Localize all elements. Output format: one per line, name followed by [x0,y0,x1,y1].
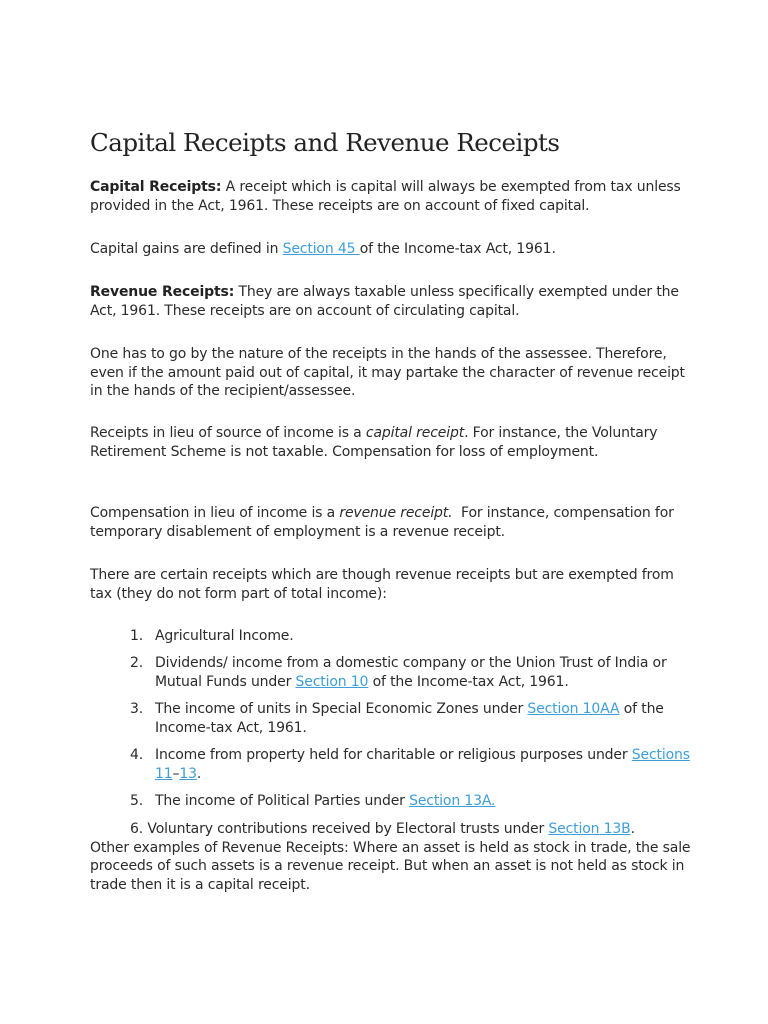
capital-receipts-label: Capital Receipts: [90,179,222,195]
list-item-text-end: of the Income-tax Act, 1961. [155,701,664,736]
revenue-receipts-paragraph [90,283,690,320]
capital-receipt-emphasis: capital receipt [365,425,465,441]
list-number: 4. [130,747,144,763]
capital-receipts-text: A receipt which is capital will always be exempted from tax unless provided in the Act, 1961. These receipts are on account of fixed capital. [90,179,681,214]
capital-receipt-example-text-end: . For instance, the Voluntary Retirement Scheme is not taxable. Compensation for loss of employment. [90,425,658,460]
section-10aa-link[interactable]: Section 10AA [527,701,620,717]
list-item-text: Agricultural Income. [155,628,294,644]
list-item [130,700,695,737]
revenue-receipts-label: Revenue Receipts: [90,284,235,300]
list-item-text-end: . [196,765,202,782]
list-item [130,746,695,783]
list-item-text-end: of the Income-tax Act, 1961. [368,673,569,690]
list-number: 2. [130,655,144,671]
revenue-receipt-emphasis: revenue receipt. [339,505,453,521]
revenue-receipts-text: They are always taxable unless specifically exempted under the Act, 1961. These receipts are on account of circulating capital. [90,284,679,319]
revenue-receipt-example-text: Compensation in lieu of income is a [90,505,340,521]
section-10-link[interactable]: Section 10 [295,673,369,690]
sections-11-link[interactable]: Sections 11 [155,747,690,782]
capital-gains-paragraph [90,240,690,259]
section-13-link[interactable]: 13 [179,765,197,782]
page-title: Capital Receipts and Revenue Receipts [90,128,560,157]
list-item [130,654,695,691]
capital-receipt-example-paragraph [90,424,690,461]
capital-receipts-paragraph [90,178,690,215]
capital-gains-text: Capital gains are defined in [90,241,283,257]
nature-of-receipts-paragraph: One has to go by the nature of the receipts in the hands of the assessee. Therefore, even if the amount paid out of capital, it may partake the character of revenue receipt in the hands of the recipient/assessee. [90,346,685,399]
revenue-receipt-example-text-end: For instance, compensation for temporary disablement of employment is a revenue receipt. [90,505,679,540]
section-45-link[interactable]: Section 45 [282,241,360,257]
list-number: 3. [130,701,144,717]
list-item-text-end: . [630,821,635,837]
list-item [130,792,695,811]
list-item-text: The income of units in Special Economic Zones under [155,701,528,717]
capital-gains-text-end: of the Income-tax Act, 1961. [359,241,556,257]
capital-receipt-example-text: Receipts in lieu of source of income is a [90,425,366,441]
list-number: 1. [130,628,144,644]
list-number: 6. [130,821,144,837]
exempted-receipts-intro: There are certain receipts which are though revenue receipts but are exempted from tax (they do not form part of total income): [90,567,674,602]
section-13b-link[interactable]: Section 13B [548,821,631,837]
other-examples-paragraph: Other examples of Revenue Receipts: Where an asset is held as stock in trade, the sale proceeds of such assets is a revenue receipt. But when an asset is not held as stock in trade then it is a capital receipt. [90,839,691,893]
list-item-text: Voluntary contributions received by Electoral trusts under [147,821,549,837]
list-item-last-with-continuation [90,820,710,894]
list-dash: – [172,765,180,782]
list-item [130,627,695,646]
list-item-text: The income of Political Parties under [155,793,410,809]
list-item-text: Dividends/ income from a domestic company or the Union Trust of India or Mutual Funds under [155,655,667,690]
list-number: 5. [130,793,144,809]
revenue-receipt-example-paragraph [90,504,690,541]
section-13a-link[interactable]: Section 13A. [409,793,496,809]
list-item-text: Income from property held for charitable or religious purposes under [155,747,632,763]
